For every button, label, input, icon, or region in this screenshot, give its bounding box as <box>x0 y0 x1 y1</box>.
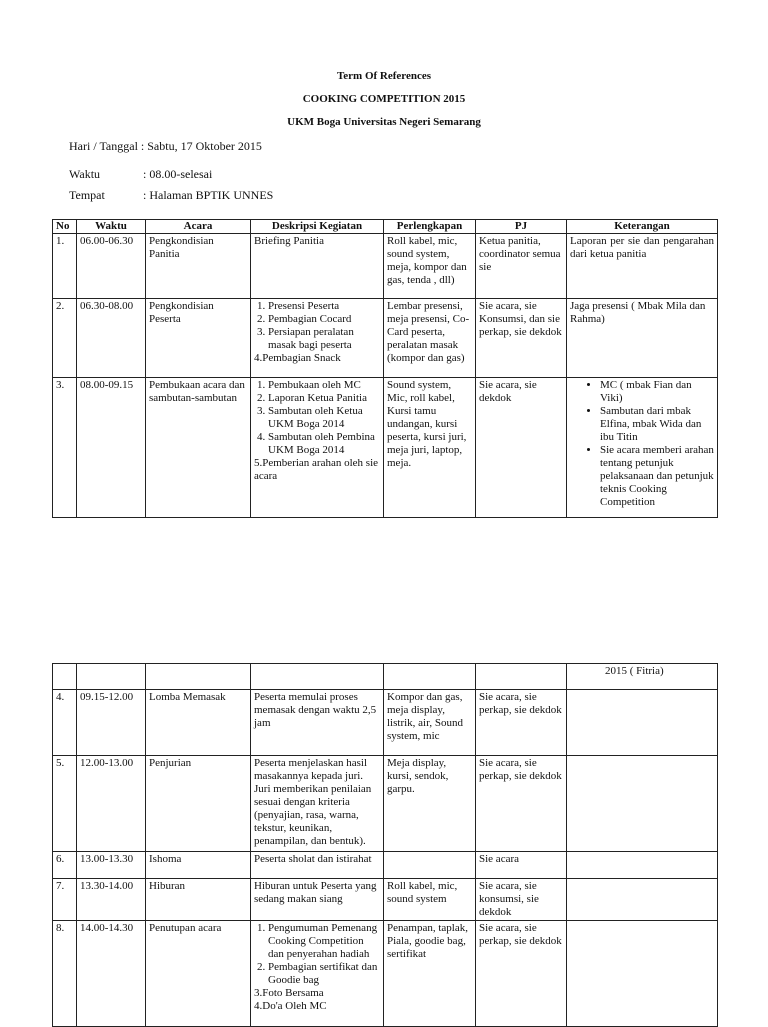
col-header-pj: PJ <box>476 220 567 234</box>
cell-deskripsi <box>251 664 384 690</box>
list-item: 3. Sambutan oleh Ketua UKM Boga 2014 <box>268 405 380 431</box>
col-header-acara: Acara <box>146 220 251 234</box>
table-header-row <box>53 220 718 234</box>
cell-keterangan <box>567 921 718 1027</box>
cell-deskripsi <box>251 921 384 1027</box>
cell-waktu: 08.00-09.15 <box>77 378 146 518</box>
cell-perlengkapan: Lembar presensi, meja presensi, Co-Card peserta, peralatan masak (kompor dan gas) <box>384 299 476 378</box>
list-item: 2. Pembagian sertifikat dan Goodie bag <box>268 961 380 987</box>
col-header-deskripsi: Deskripsi Kegiatan <box>251 220 384 234</box>
cell-no: 2. <box>53 299 77 378</box>
cell-waktu: 13.30-14.00 <box>77 879 146 921</box>
cell-acara: Lomba Memasak <box>146 690 251 756</box>
cell-acara: Pengkondisian Panitia <box>146 234 251 299</box>
cell-pj: Sie acara, sie Konsumsi, dan sie perkap, sie dekdok <box>476 299 567 378</box>
info-date <box>69 139 262 154</box>
list-item: • Sie acara memberi arahan tentang petunjuk pelaksanaan dan petunjuk teknis Cooking Competition <box>600 444 714 509</box>
cell-no: 7. <box>53 879 77 921</box>
cell-keterangan <box>567 879 718 921</box>
doc-title: Term Of References <box>336 70 432 82</box>
col-header-keterangan: Keterangan <box>567 220 718 234</box>
list-item: 5.Pemberian arahan oleh sie acara <box>254 457 379 482</box>
cell-perlengkapan: Meja display, kursi, sendok, garpu. <box>384 756 476 852</box>
cell-no <box>53 664 77 690</box>
cell-pj: Ketua panitia, coordinator semua sie <box>476 234 567 299</box>
cell-acara: Penutupan acara <box>146 921 251 1027</box>
list-item: 1. Pembukaan oleh MC <box>268 379 380 392</box>
cell-pj: Sie acara <box>476 852 567 879</box>
schedule-table-page1 <box>52 219 718 518</box>
cell-deskripsi: Hiburan untuk Peserta yang sedang makan siang <box>251 879 384 921</box>
cell-perlengkapan: Penampan, taplak, Piala, goodie bag, sertifikat <box>384 921 476 1027</box>
table-row <box>53 690 718 756</box>
cell-acara <box>146 664 251 690</box>
table-row <box>53 299 718 378</box>
cell-no: 1. <box>53 234 77 299</box>
table-row <box>53 756 718 852</box>
place-label: Tempat <box>69 188 105 202</box>
date-label: Hari / Tanggal <box>69 139 138 153</box>
cell-acara: Pengkondisian Peserta <box>146 299 251 378</box>
cell-waktu: 13.00-13.30 <box>77 852 146 879</box>
cell-perlengkapan: Roll kabel, mic, sound system <box>384 879 476 921</box>
cell-keterangan: Laporan per sie dan pengarahan dari ketua panitia <box>567 234 718 299</box>
cell-deskripsi: Briefing Panitia <box>251 234 384 299</box>
cell-perlengkapan <box>384 852 476 879</box>
cell-perlengkapan: Roll kabel, mic, sound system, meja, kompor dan gas, tenda , dll) <box>384 234 476 299</box>
cell-deskripsi: Peserta memulai proses memasak dengan waktu 2,5 jam <box>251 690 384 756</box>
cell-no: 8. <box>53 921 77 1027</box>
cell-waktu: 06.00-06.30 <box>77 234 146 299</box>
cell-no: 5. <box>53 756 77 852</box>
list-item: 4.Do'a Oleh MC <box>254 1000 327 1012</box>
cell-keterangan <box>567 852 718 879</box>
info-place <box>69 188 273 203</box>
cell-keterangan <box>567 756 718 852</box>
cell-keterangan: 2015 ( Fitria) <box>567 664 718 690</box>
cell-deskripsi: Peserta sholat dan istirahat <box>251 852 384 879</box>
cell-pj: Sie acara, sie konsumsi, sie dekdok <box>476 879 567 921</box>
list-item: • MC ( mbak Fian dan Viki) <box>600 379 714 405</box>
cell-no: 3. <box>53 378 77 518</box>
cell-waktu: 12.00-13.00 <box>77 756 146 852</box>
cell-deskripsi: Peserta menjelaskan hasil masakannya kepada juri. Juri memberikan penilaian sesuai dengan kriteria (penyajian, rasa, warna, tekstur, keunikan, penampilan, dan bentuk). <box>251 756 384 852</box>
cell-keterangan <box>567 690 718 756</box>
cell-pj: Sie acara, sie dekdok <box>476 378 567 518</box>
table-row <box>53 879 718 921</box>
cell-keterangan: Jaga presensi ( Mbak Mila dan Rahma) <box>567 299 718 378</box>
col-header-perlengkapan: Perlengkapan <box>384 220 476 234</box>
col-header-no: No <box>53 220 77 234</box>
cell-deskripsi <box>251 299 384 378</box>
table-row <box>53 234 718 299</box>
schedule-table-page2 <box>52 663 718 1027</box>
cell-waktu: 09.15-12.00 <box>77 690 146 756</box>
date-value: : Sabtu, 17 Oktober 2015 <box>140 139 262 153</box>
table-row <box>53 852 718 879</box>
time-label: Waktu <box>69 167 101 181</box>
list-item: 2. Laporan Ketua Panitia <box>268 392 380 405</box>
table-row <box>53 921 718 1027</box>
cell-pj: Sie acara, sie perkap, sie dekdok <box>476 690 567 756</box>
cell-waktu: 06.30-08.00 <box>77 299 146 378</box>
cell-waktu: 14.00-14.30 <box>77 921 146 1027</box>
cell-perlengkapan: Kompor dan gas, meja display, listrik, air, Sound system, mic <box>384 690 476 756</box>
cell-acara: Ishoma <box>146 852 251 879</box>
list-item: 2. Pembagian Cocard <box>268 313 380 326</box>
cell-waktu <box>77 664 146 690</box>
cell-no: 6. <box>53 852 77 879</box>
list-item: 3. Persiapan peralatan masak bagi peserta <box>268 326 380 352</box>
time-value: : 08.00-selesai <box>143 167 213 181</box>
list-item: 4.Pembagian Snack <box>254 352 341 364</box>
cell-acara: Pembukaan acara dan sambutan-sambutan <box>146 378 251 518</box>
list-item: 4. Sambutan oleh Pembina UKM Boga 2014 <box>268 431 380 457</box>
list-item: 1. Pengumuman Pemenang Cooking Competition dan penyerahan hadiah <box>268 922 380 961</box>
cell-deskripsi <box>251 378 384 518</box>
list-item: 3.Foto Bersama <box>254 987 324 999</box>
list-item: 1. Presensi Peserta <box>268 300 380 313</box>
cell-acara: Penjurian <box>146 756 251 852</box>
event-title: COOKING COMPETITION 2015 <box>302 93 466 105</box>
table-row <box>53 664 718 690</box>
info-time <box>69 167 212 182</box>
cell-pj: Sie acara, sie perkap, sie dekdok <box>476 756 567 852</box>
place-value: : Halaman BPTIK UNNES <box>143 188 274 202</box>
col-header-waktu: Waktu <box>77 220 146 234</box>
organizer-title: UKM Boga Universitas Negeri Semarang <box>287 116 481 128</box>
table-row <box>53 378 718 518</box>
cell-perlengkapan <box>384 664 476 690</box>
cell-no: 4. <box>53 690 77 756</box>
cell-perlengkapan: Sound system, Mic, roll kabel, Kursi tamu undangan, kursi peserta, kursi juri, meja juri, laptop, meja. <box>384 378 476 518</box>
cell-pj <box>476 664 567 690</box>
cell-pj: Sie acara, sie perkap, sie dekdok <box>476 921 567 1027</box>
cell-keterangan <box>567 378 718 518</box>
cell-acara: Hiburan <box>146 879 251 921</box>
list-item: • Sambutan dari mbak Elfina, mbak Wida dan ibu Titin <box>600 405 714 444</box>
